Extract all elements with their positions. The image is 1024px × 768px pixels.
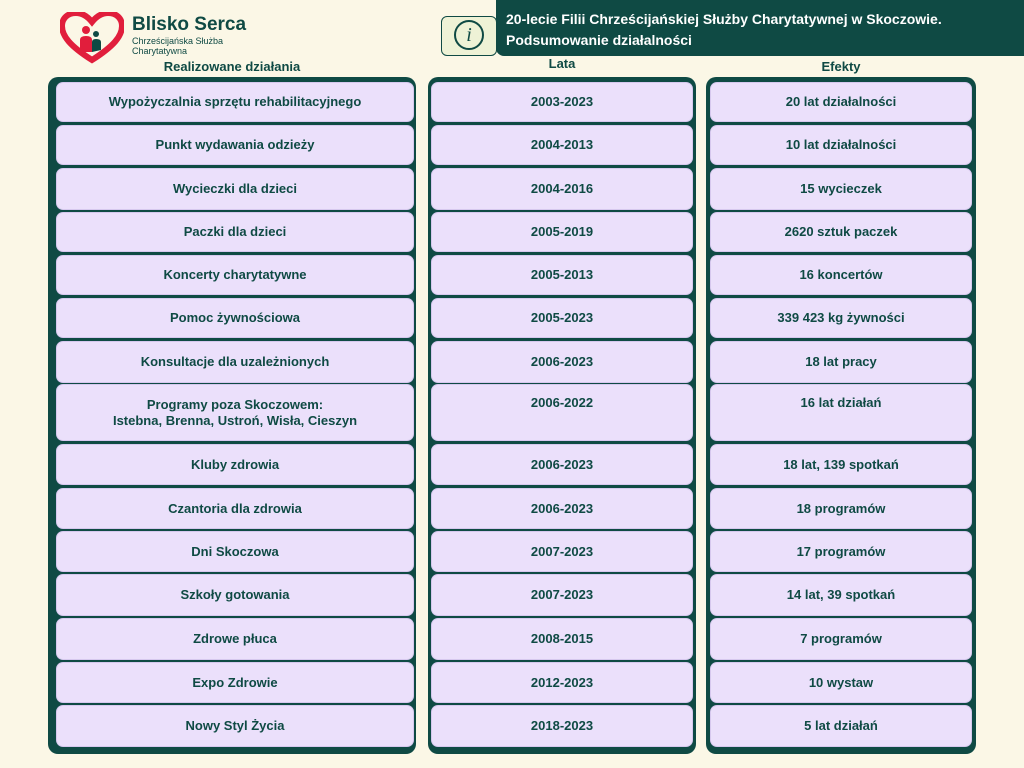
column-header-effects: Efekty [821, 59, 861, 74]
years-cell: 2006-2022 [431, 384, 693, 441]
activity-cell: Punkt wydawania odzieży [56, 125, 414, 165]
years-cell: 2005-2023 [431, 298, 693, 338]
effect-cell: 18 lat pracy [710, 341, 972, 383]
years-cell: 2007-2023 [431, 531, 693, 572]
activity-cell: Wypożyczalnia sprzętu rehabilitacyjnego [56, 82, 414, 122]
activities-panel [48, 77, 416, 754]
activity-cell-line2: Istebna, Brenna, Ustroń, Wisła, Cieszyn [112, 412, 358, 428]
activity-cell: Zdrowe płuca [56, 618, 414, 660]
years-cell: 2003-2023 [431, 82, 693, 122]
logo [60, 12, 260, 64]
column-header-years: Lata [548, 56, 576, 71]
effect-cell: 5 lat działań [710, 705, 972, 747]
effects-panel [706, 77, 976, 754]
activity-cell: Koncerty charytatywne [56, 255, 414, 295]
effect-cell: 10 wystaw [710, 662, 972, 703]
column-header-activities: Realizowane działania [163, 59, 301, 74]
effect-cell: 16 koncertów [710, 255, 972, 295]
activity-cell: Dni Skoczowa [56, 531, 414, 572]
years-cell: 2006-2023 [431, 488, 693, 529]
activity-cell: Wycieczki dla dzieci [56, 168, 414, 210]
years-panel [428, 77, 696, 754]
activity-cell: Konsultacje dla uzależnionych [56, 341, 414, 383]
effect-cell: 20 lat działalności [710, 82, 972, 122]
info-icon: i [454, 20, 484, 50]
years-cell: 2005-2019 [431, 212, 693, 252]
years-cell: 2012-2023 [431, 662, 693, 703]
effect-cell: 7 programów [710, 618, 972, 660]
activity-cell-line1: Programy poza Skoczowem: [146, 396, 324, 412]
info-button[interactable] [441, 16, 497, 56]
effect-cell: 15 wycieczek [710, 168, 972, 210]
years-cell: 2005-2013 [431, 255, 693, 295]
activity-cell: Paczki dla dzieci [56, 212, 414, 252]
effect-cell: 17 programów [710, 531, 972, 572]
page-title-line1: 20-lecie Filii Chrześcijańskiej Służby Charytatywnej w Skoczowie. [506, 11, 942, 27]
activity-cell: Czantoria dla zdrowia [56, 488, 414, 529]
activity-cell: Szkoły gotowania [56, 574, 414, 616]
activity-cell [56, 384, 414, 441]
page-title [496, 0, 1024, 56]
years-cell: 2004-2013 [431, 125, 693, 165]
years-cell: 2007-2023 [431, 574, 693, 616]
years-cell: 2006-2023 [431, 444, 693, 485]
effect-cell: 339 423 kg żywności [710, 298, 972, 338]
brand-subtitle: Chrześcijańska Służba Charytatywna [132, 36, 224, 56]
brand-name: Blisko Serca [132, 14, 247, 35]
activity-cell: Expo Zdrowie [56, 662, 414, 703]
effect-cell: 16 lat działań [710, 384, 972, 441]
years-cell: 2008-2015 [431, 618, 693, 660]
effect-cell: 14 lat, 39 spotkań [710, 574, 972, 616]
effect-cell: 10 lat działalności [710, 125, 972, 165]
heart-logo-icon [60, 12, 124, 64]
activity-cell: Nowy Styl Życia [56, 705, 414, 747]
activity-cell: Pomoc żywnościowa [56, 298, 414, 338]
years-cell: 2004-2016 [431, 168, 693, 210]
years-cell: 2018-2023 [431, 705, 693, 747]
years-cell: 2006-2023 [431, 341, 693, 383]
page-title-line2: Podsumowanie działalności [506, 32, 692, 48]
effect-cell: 18 lat, 139 spotkań [710, 444, 972, 485]
effect-cell: 2620 sztuk paczek [710, 212, 972, 252]
effect-cell: 18 programów [710, 488, 972, 529]
activity-cell: Kluby zdrowia [56, 444, 414, 485]
